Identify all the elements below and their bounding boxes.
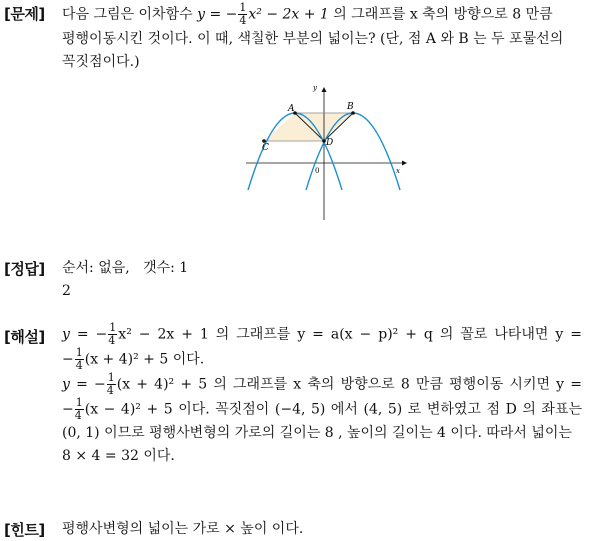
problem-tag: [문제] xyxy=(4,5,45,23)
label-c: C xyxy=(262,143,269,153)
hint-tag: [힌트] xyxy=(4,521,45,539)
label-a: A xyxy=(288,104,295,114)
fraction: $\frac{1}{4}$ xyxy=(75,346,83,372)
hint-line: 평행사변형의 넓이는 가로 × 높이 이다. xyxy=(62,521,304,537)
problem-line-3: 꼭짓점이다.) xyxy=(62,54,140,70)
explanation-text xyxy=(62,322,582,468)
x-axis-arrow xyxy=(402,161,407,166)
y-axis-arrow xyxy=(322,87,327,92)
fraction: $\frac{1}{4}$ xyxy=(74,396,83,422)
answer-tag: [정답] xyxy=(4,260,45,278)
explanation-line-6: 8 × 4 = 32 이다. xyxy=(62,448,175,464)
explanation-line-5: (0, 1) 이므로 평행사변형의 가로의 길이는 8 , 높이의 길이는 4 이다. 따라서 넓이는 xyxy=(62,425,572,441)
answer-text xyxy=(62,257,582,303)
fraction: $\frac{1}{4}$ xyxy=(106,371,115,397)
explanation-line-4: − $\frac{1}{4}$ (x − 4)² + 5 이다. 꼭짓점이 (−4, 5) 에서 (4, 5) 로 변하였고 점 D 의 좌표는 xyxy=(62,396,582,422)
parabola-figure xyxy=(240,78,440,228)
explanation-line-2: − $\frac{1}{4}$ (x + 4)² + 5 이다. xyxy=(62,346,205,372)
hint-text xyxy=(62,518,582,541)
shaded-parallelogram xyxy=(264,113,353,141)
axis-x-label: x xyxy=(396,167,400,175)
explanation-line-1: y = − $\frac{1}{4}$ x² − 2x + 1 의 그래프를 y = a(x − p)² + q 의 꼴로 나타내면 y = xyxy=(62,321,582,347)
origin-label: 0 xyxy=(315,167,320,175)
explanation-tag: [해설] xyxy=(4,328,45,346)
label-b: B xyxy=(347,102,354,112)
label-d: D xyxy=(326,138,334,148)
explanation-line-3: y = − $\frac{1}{4}$ (x + 4)² + 5 의 그래프를 x 축의 방향으로 8 만큼 평행이동 시키면 y = xyxy=(62,371,582,397)
answer-line-1: 순서: 없음, 갯수: 1 xyxy=(62,260,189,276)
problem-text xyxy=(62,2,582,74)
fraction: $\frac{1}{4}$ xyxy=(239,1,247,27)
fraction: $\frac{1}{4}$ xyxy=(108,321,117,347)
problem-line-2: 평행이동시킨 것이다. 이 때, 색칠한 부분의 넓이는? (단, 점 A 와 B 는 두 포물선의 xyxy=(62,31,564,47)
axis-y-label: y xyxy=(313,84,317,92)
problem-line-1: 다음 그림은 이차함수 y = − $\frac{1}{4}$ x² − 2x + 1 의 그래프를 x 축의 방향으로 8 만큼 xyxy=(62,1,553,27)
answer-line-2: 2 xyxy=(62,283,71,299)
